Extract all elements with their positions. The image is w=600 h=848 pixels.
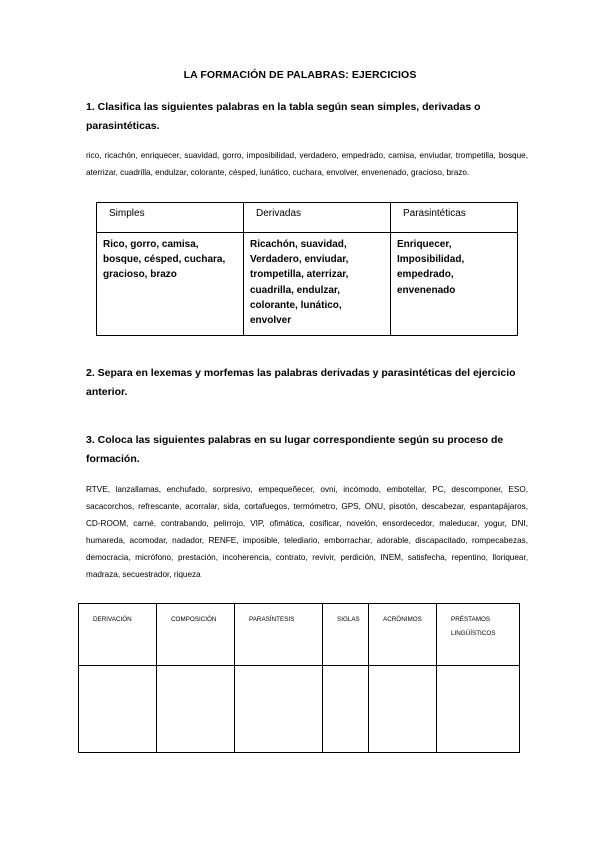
answer-cell-parasintesis[interactable] [235,666,323,753]
answer-cell-prestamos[interactable] [437,666,520,753]
exercise-1-heading: 1. Clasifica las siguientes palabras en la tabla según sean simples, derivadas o parasintéticas. [86,101,481,132]
formation-answer-row [79,666,520,753]
cell-parasinteticas: Enriquecer, Imposibilidad, empedrado, envenenado [391,233,518,336]
header-prestamos: PRÉSTAMOS LINGÜÍSTICOS [437,604,520,666]
header-simples: Simples [97,203,244,233]
formation-process-table [78,603,520,753]
header-derivadas: Derivadas [244,203,391,233]
header-acronimos: ACRÓNIMOS [369,604,437,666]
header-composicion: COMPOSICIÓN [157,604,235,666]
header-parasinteticas: Parasintéticas [391,203,518,233]
cell-simples: Rico, gorro, camisa, bosque, césped, cuchara, gracioso, brazo [97,233,244,336]
answer-cell-siglas[interactable] [323,666,369,753]
exercise-1-word-list: rico, ricachón, enriquecer, suavidad, gorro, imposibilidad, verdadero, empedrado, camisa, enviudar, trompetilla, bosque, aterrizar, cuadrilla, endulzar, colorante, césped, lunático, cuchara, envolver, envenenado, gracioso, brazo. [86,151,528,177]
page-title: LA FORMACIÓN DE PALABRAS: EJERCICIOS [183,69,417,81]
classification-answer-row [97,233,518,336]
answer-cell-acronimos[interactable] [369,666,437,753]
header-siglas: SIGLAS [323,604,369,666]
exercise-3-heading: 3. Coloca las siguientes palabras en su lugar correspondiente según su proceso de formación. [86,434,504,465]
classification-table [96,202,518,336]
exercise-3-word-list: RTVE, lanzallamas, enchufado, sorpresivo, empequeñecer, ovni, incómodo, embotellar, PC, descomponer, ESO, sacacorchos, refrescante, acorralar, sida, cortafuegos, termómetro, GPS, ONU, pisotón, descabezar, espantapájaros, CD-ROOM, carné, contrabando, pelirrojo, VIP, ofimática, cosificar, novelón, ensordecedor, maleducar, yogur, DNI, humareda, acomodar, nadador, RENFE, imposible, telediario, emborrachar, adorable, discapacitado, rompecabezas, democracia, micrófono, prestación, incoherencia, contrato, revivir, perdición, INEM, satisfecha, repentino, lloriquear, madraza, secuestrador, riqueza [86,485,528,579]
header-derivacion: DERIVACIÓN [79,604,157,666]
classification-header-row [97,203,518,233]
cell-derivadas: Ricachón, suavidad, Verdadero, enviudar, trompetilla, aterrizar, cuadrilla, endulzar, colorante, lunático, envolver [244,233,391,336]
formation-header-row [79,604,520,666]
answer-cell-composicion[interactable] [157,666,235,753]
answer-cell-derivacion[interactable] [79,666,157,753]
exercise-2-heading: 2. Separa en lexemas y morfemas las palabras derivadas y parasintéticas del ejercicio anterior. [86,367,516,398]
header-parasintesis: PARASÍNTESIS [235,604,323,666]
